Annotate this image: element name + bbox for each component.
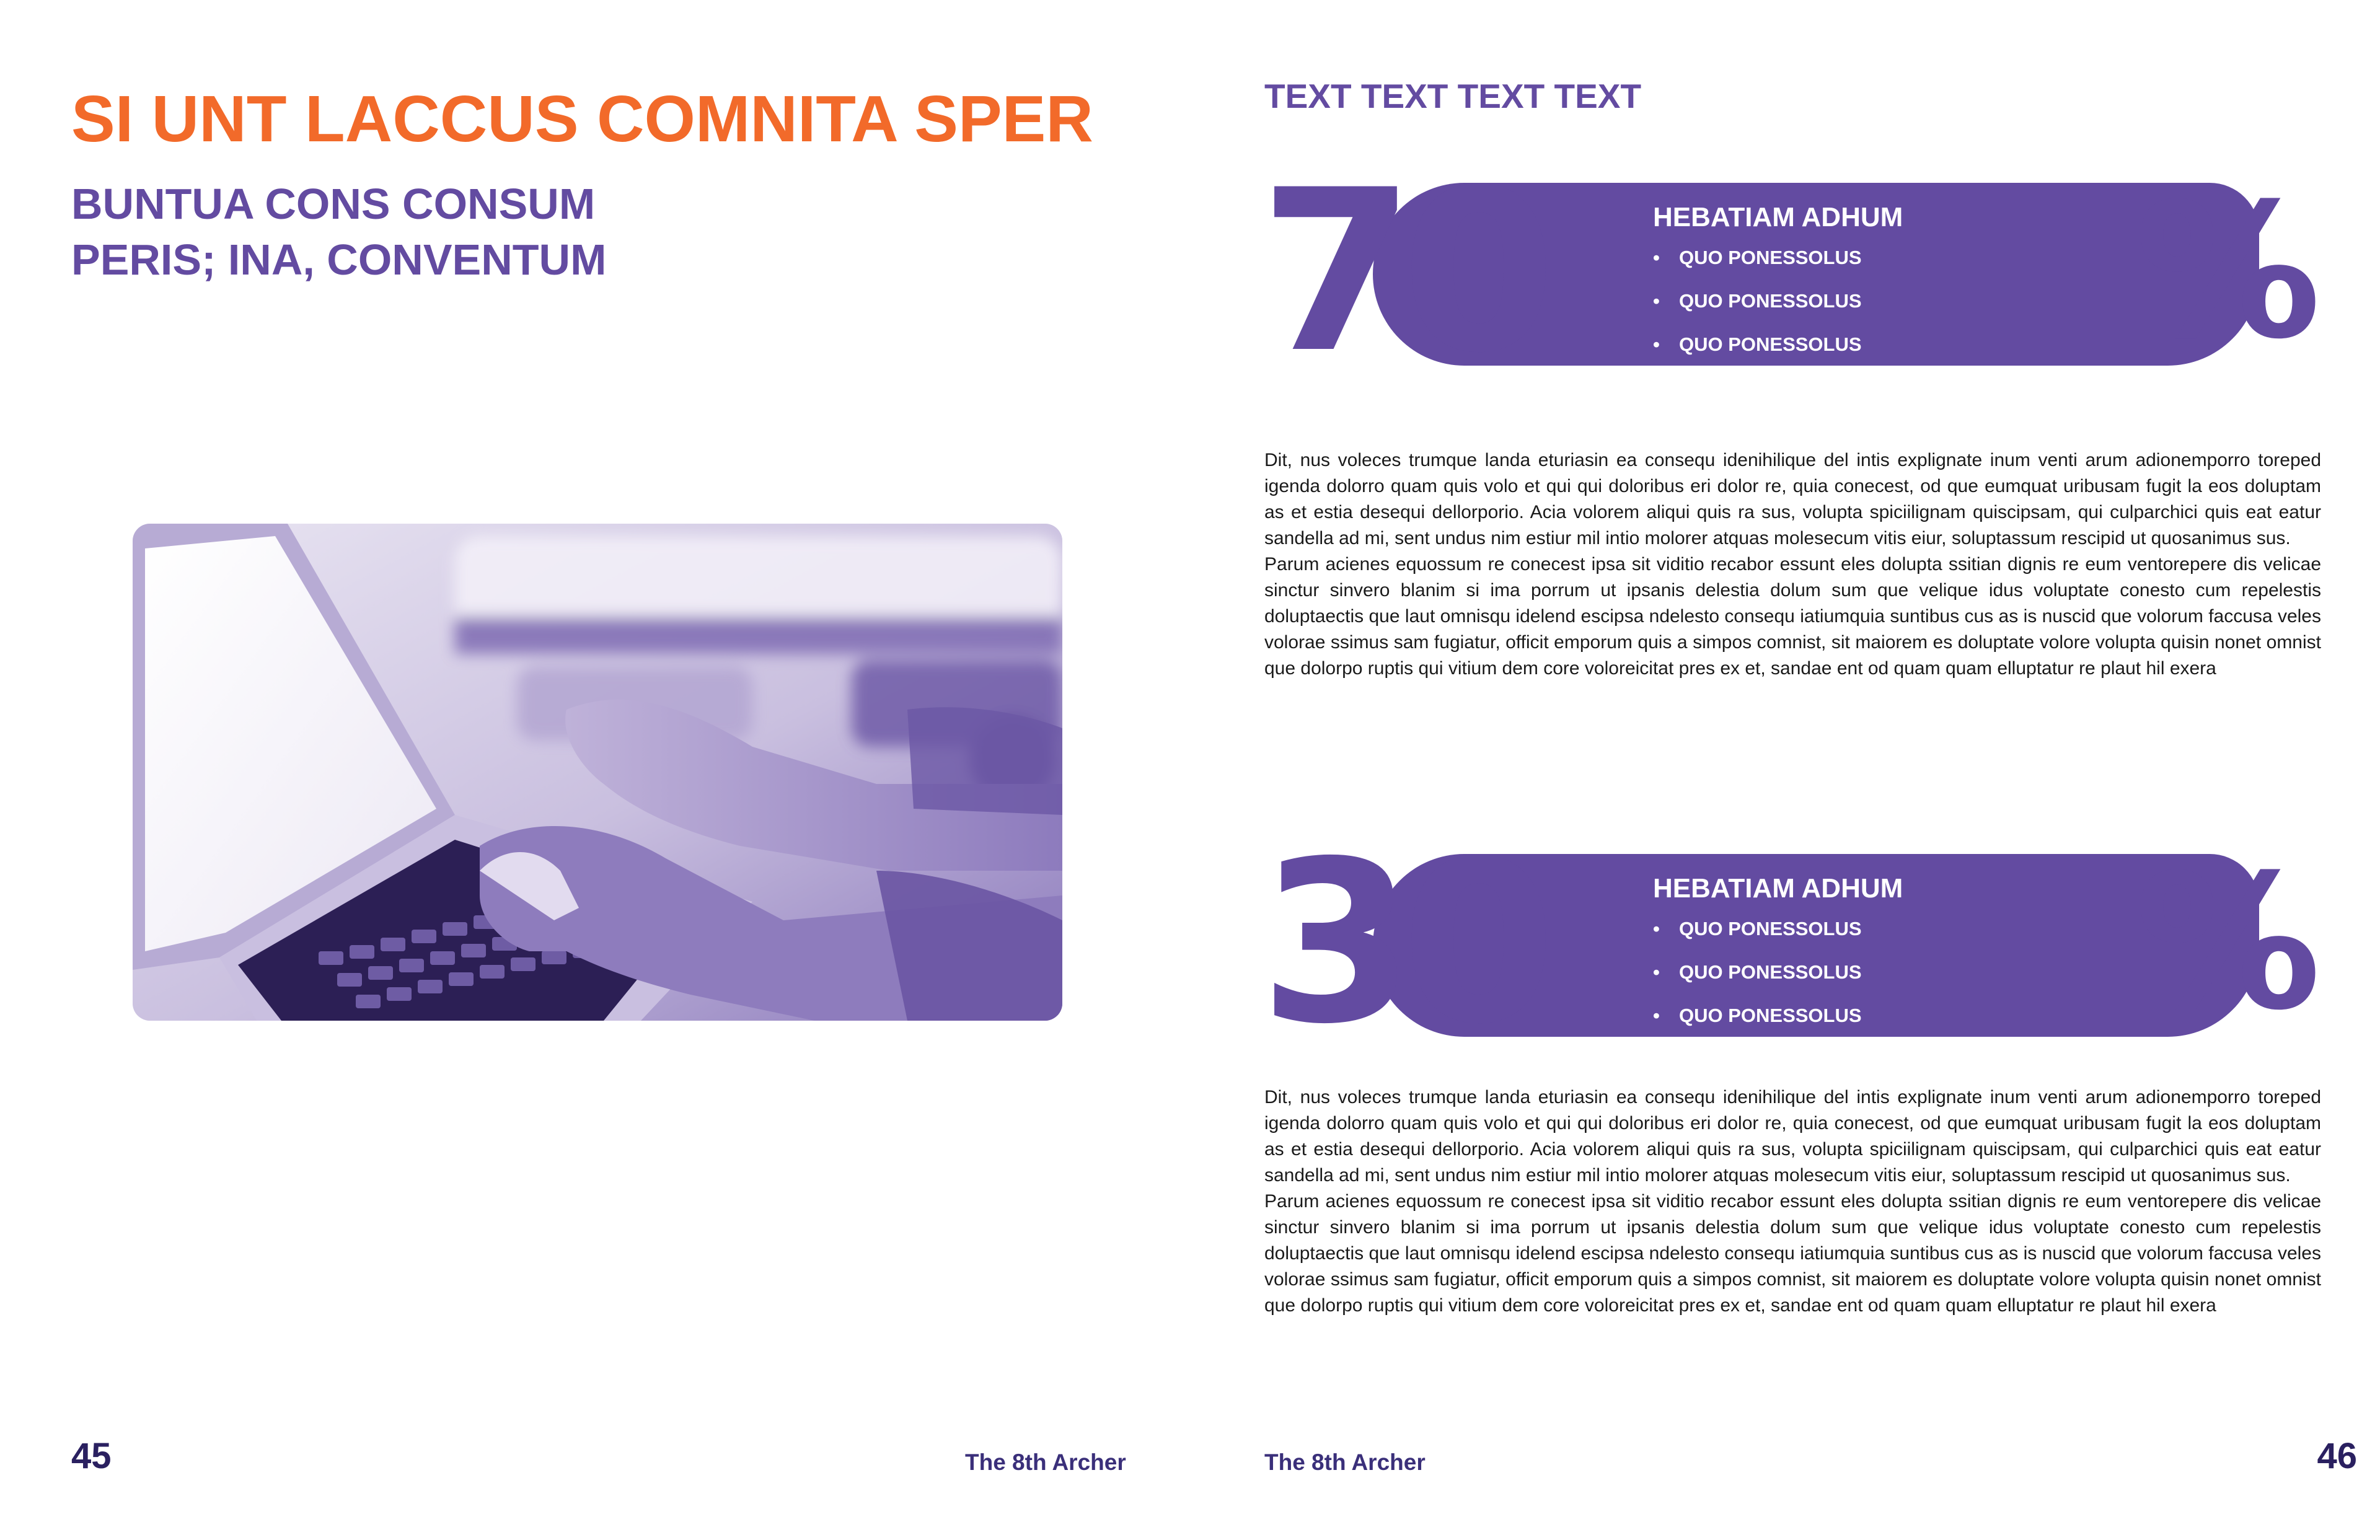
stat-heading: HEBATIAM ADHUM	[1653, 202, 1903, 232]
list-item-label: QUO PONESSOLUS	[1679, 961, 1862, 983]
paragraph: Parum acienes equossum re conecest ipsa sit viditio recabor essunt eles dolupta ssitian dignis re eum ventorepere dis velicae sinctur sinvero blanim si ima porrum ut ipsanis delestia dolum sum que velique idus voluptate conesto cum repelestis doluptaectis que laut omnisqu idelend escipsa ndelesto consequ iatiumquia suntibus cus as is nuscid que volorum faccusa veles volorae ssimus sam fugiatur, officit emporum quis a simpos comnist, sit maiorem es doluptate volore volupta quisin nonet omnist que dolorpo ruptis qui vitium dem core voloreicitat pres ex et, sandae ent od quam quam elluptatur re plaut hil exera	[1264, 1191, 2321, 1316]
list-item-label: QUO PONESSOLUS	[1679, 918, 1862, 939]
list-item	[1653, 279, 1862, 323]
stat-bullet-list	[1653, 907, 1862, 1037]
bullet-icon: •	[1653, 1005, 1660, 1026]
list-item	[1653, 907, 1862, 951]
page-number: 45	[71, 1436, 112, 1476]
page-subtitle	[71, 176, 815, 288]
subtitle-line: PERIS; INA, CONVENTUM	[71, 235, 607, 284]
percent-sign: %	[2135, 164, 2321, 380]
list-item-label: QUO PONESSOLUS	[1679, 333, 1862, 355]
bullet-icon: •	[1653, 247, 1660, 268]
list-item-label: QUO PONESSOLUS	[1679, 247, 1862, 268]
stat-value: 30	[1259, 813, 1543, 1073]
laptop-typing-illustration	[133, 524, 1062, 1021]
list-item	[1653, 236, 1862, 279]
body-text	[1264, 1085, 2321, 1319]
list-item-label: QUO PONESSOLUS	[1679, 290, 1862, 312]
list-item	[1653, 323, 1862, 366]
page-title: SI UNT LACCUS COMNITA SPER	[71, 82, 1093, 156]
stat-heading: HEBATIAM ADHUM	[1653, 873, 1903, 904]
paragraph: Dit, nus voleces trumque landa eturiasin ea consequ idenihilique del intis explignate inum venti arum adionemporro toreped igenda dolorro quam quis volo et qui qui doloribus eri dolor re, quia conecest, od que eumquat uribusam fugit la eos doluptam as et estia desequi dellorporio. Acia volorem aliqui quis ra sus, volupta spiciilignam quiscipsam, qui culparchici quis eat eatur sandella ad mi, sent undus nim estiur mil intio molorer atquas molesecum vitis eiur, soluptassum rescipid ut quosanimus sus.	[1264, 1087, 2321, 1186]
list-item	[1653, 951, 1862, 994]
laptop-photo	[133, 524, 1062, 1021]
list-item	[1653, 994, 1862, 1037]
list-item-label: QUO PONESSOLUS	[1679, 1005, 1862, 1026]
paragraph: Parum acienes equossum re conecest ipsa sit viditio recabor essunt eles dolupta ssitian dignis re eum ventorepere dis velicae sinctur sinvero blanim si ima porrum ut ipsanis delestia dolum sum que velique idus voluptate conesto cum repelestis doluptaectis que laut omnisqu idelend escipsa ndelesto consequ iatiumquia suntibus cus as is nuscid que volorum faccusa veles volorae ssimus sam fugiatur, officit emporum quis a simpos comnist, sit maiorem es doluptate volore volupta quisin nonet omnist que dolorpo ruptis qui vitium dem core voloreicitat pres ex et, sandae ent od quam quam elluptatur re plaut hil exera	[1264, 554, 2321, 679]
stat-value: 70	[1259, 142, 1543, 402]
body-text	[1264, 447, 2321, 682]
bullet-icon: •	[1653, 290, 1660, 312]
bullet-icon: •	[1653, 333, 1660, 355]
bullet-icon: •	[1653, 918, 1660, 939]
subtitle-line: BUNTUA CONS CONSUM	[71, 180, 596, 228]
running-footer: The 8th Archer	[965, 1450, 1126, 1475]
section-heading: TEXT TEXT TEXT TEXT	[1264, 77, 1642, 115]
paragraph: Dit, nus voleces trumque landa eturiasin ea consequ idenihilique del intis explignate inum venti arum adionemporro toreped igenda dolorro quam quis volo et qui qui doloribus eri dolor re, quia conecest, od que eumquat uribusam fugit la eos doluptam as et estia desequi dellorporio. Acia volorem aliqui quis ra sus, volupta spiciilignam quiscipsam, qui culparchici quis eat eatur sandella ad mi, sent undus nim estiur mil intio molorer atquas molesecum vitis eiur, soluptassum rescipid ut quosanimus sus.	[1264, 450, 2321, 548]
running-footer: The 8th Archer	[1264, 1450, 1426, 1475]
bullet-icon: •	[1653, 961, 1660, 983]
stat-bullet-list	[1653, 236, 1862, 366]
percent-sign: %	[2135, 835, 2321, 1051]
stat-block	[1259, 813, 2321, 1073]
page-number: 46	[2317, 1436, 2357, 1476]
stat-block	[1259, 142, 2321, 402]
right-page	[1190, 0, 2380, 1540]
